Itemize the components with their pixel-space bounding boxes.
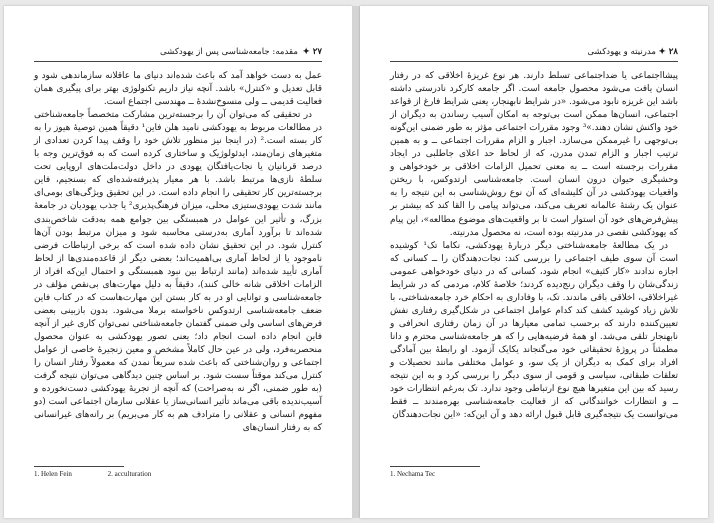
book-gutter bbox=[352, 6, 360, 518]
running-title: مدرنیته و یهودکشی bbox=[587, 47, 656, 57]
footnote: 2. acculturation bbox=[107, 470, 152, 478]
paragraph: در یک مطالعهٔ جامعه‌شناختی دیگر دربارهٔ یهودکشی، نکاما تک¹ کوشیده است آن سوی طیف اجتماعی را بررسی کند: نجات‌دهندگان را ــ کسانی که اجازه ندادند «کار کثیف» انجام شود، کسانی که در دنیای خودخواهی عمومی زندگی‌شان را وقف دیگران رنج‌دیده کردند؛ خلاصهٔ کلام، مردمی که در شرایط غیراخلاقی، اخلاقی باقی ماندند. تک، با وفاداری به احکام خرد جامعه‌شناختی، با تلاش زیاد کوشید کشف کند کدام عوامل اجتماعی در شکل‌گیری رفتاری نفش تعیین‌کننده دارند که برحسب تمامی معیارها در آن زمان رفتاری انحرافی و نابهنجار تلقی می‌شد. او همهٔ فرضیه‌هایی را که هر جامعه‌شناسی محترم و دانا مطمئناً در پروژهٔ تحقیقاتی خود می‌گنجاند یکایک آزمود. او رابطهٔ بین آمادگی افراد برای کمک به دیگران از یک سو، و عوامل مختلفی مانند تحصیلات و تعلقات طبقاتی، سیاسی و قومی از سوی دیگر را بررسی کرد و به این نتیجه رسید که بین این متغیرها هیچ نوع ارتباطی وجود ندارد. تک به‌رغم انتظارات خود ــ و انتظارات خوانندگانی که از فعالیت جامعه‌شناسی بهره‌مندند ــ فقط می‌توانست یک نتیجه‌گیری قابل قبول ارائه دهد و آن این‌که: «این نجات‌دهندگان bbox=[390, 240, 678, 421]
body-text bbox=[34, 70, 322, 435]
footnote-rule bbox=[390, 466, 480, 467]
footnote-rule bbox=[34, 466, 124, 467]
page-number: ۲۷ ✦ bbox=[302, 47, 322, 57]
header-rule bbox=[34, 61, 322, 62]
left-page bbox=[4, 6, 352, 518]
body-text bbox=[390, 70, 678, 422]
footnotes bbox=[390, 469, 678, 479]
paragraph: پیشااجتماعی یا ضداجتماعی تسلط دارند. هر نوع غریزهٔ اخلاقی که در رفتار انسان یافت می‌شود محصول جامعه است. اگر جامعه کارکرد نادرستی داشته باشد این غریزه نابود می‌شود. «در شرایط نابهنجار، یعنی شرایط فارغ از قواعد اجتماعی، انسان‌ها ممکن است بی‌توجه به امکان آسیب رساندن به دیگران از خود واکنش نشان دهند.»³ وجود مقررات اجتماعی مؤثر به طور ضمنی این‌گونه بی‌توجهی را غیرممکن می‌سازد. اجبار و الزام مقررات اجتماعی ــ و به همین ترتیب اجبار و الزام تمدن مدرن، که از لحاظ حد اعلای جاطلبی در ایجاد مقررات برجسته است ــ به معنی تحمیل الزامات اخلاقی بر خودخواهی و وحشیگری حیوان درون انسان است. جامعه‌شناسی ارتدوکس، با ریختن واقعیات یهودکشی در آن کلیشه‌ای که آن نوع روش‌شناسی به این نتیجه را به عنوان یک رشتهٔ عالمانه تعریف می‌کند، می‌تواند پیامی را القا کند که بیشتر بر پیش‌فرض‌های خود آن استوار است تا بر واقعیت‌های موضوع مطالعه»، این پیام که یهودکشی نقصی در مدرنیته بوده است، نه محصول مدرنیته. bbox=[390, 71, 678, 238]
footnote: 1. Helen Fein bbox=[34, 470, 72, 478]
header-rule bbox=[390, 61, 678, 62]
running-title: مقدمه: جامعه‌شناسی پس از یهودکشی bbox=[160, 47, 298, 57]
paragraph: در تحقیقی که می‌توان آن را برجسته‌ترین مشارکت متخصصاً جامعه‌شناختی در مطالعات مربوط به یهودکشی نامید هلن فاین¹ دقیقاً همین توصیهٔ هیوز را به کار بسته است.² (در اینجا نیز منظور تلاش خود را وقف پیدا کردن تعدادی از متغیرهای زمان‌مند، ایدئولوژیک و ساختاری کرده است که به فوق‌ترین وجه با درصد قربانیان یا نجات‌یافتگان یهودی در داخل دولت‌ملت‌های اروپایی تحت سلطهٔ نازی‌ها مرتبط باشد. با هر معیار پذیرفته‌شده‌ای که بسنجیم، فاین برجسته‌ترین کار تحقیقی را انجام داده است. در این تحقیق ویژگی‌های بومی‌ای مانند شدت یهودی‌ستیزی محلی، میزان فرهنگ‌پذیری² یا جذب یهودیان در جامعهٔ بزرگ، و تأثیر این عوامل در همبستگی بین جوامع همه به‌دقت شاخص‌بندی شده‌اند تا برآورد آماری به‌درستی محاسبه شود و میزان مرتبط بودن آن‌ها کنترل شود. در این تحقیق نشان داده شده است که برخی ارتباطات فرضی ناموجود یا از لحاظ آماری بی‌اهمیت‌اند؛ بعضی دیگر از قاعده‌مندی‌ها از لحاظ آماری تأیید شده‌اند (مانند ارتباط بین نبود همبستگی و احتمال این‌که افراد از الزامات اخلاقی شانه خالی کنند)، دقیقاً به دلیل مهارت‌های بی‌نقص مؤلف در جامعه‌شناسی و توانایی او در به کار بستن این مهارت‌هاست که در کتاب فاین ضعف جامعه‌شناسی ارتدوکس ناخواسته برملا می‌شود. بدون بازبینی بعضی فرض‌های اساسی ولی ضمنی گفتمان جامعه‌شناختی نمی‌توان کاری غیر از آنچه فاین انجام داده است انجام داد؛ یعنی تصور یهودکشی به عنوان محصول منحصربه‌فرد، ولی در عین حال کاملاً مشخص و معین زنجیرهٔ خاصی از عوامل اجتماعی و روان‌شناختی که باعث شده سریعاً نمدن که معمولاً رفتار انسان را کنترل می‌کند موقتاً سست شود. بر اساس چنین دیدگاهی می‌توان نتیجه گرفت (به طور ضمنی، اگر نه به‌صراحت) که آنچه از تجربهٔ یهودکشی دست‌نخورده و آسیب‌ندیده باقی می‌ماند تأثیر انسانی‌ساز یا عقلانی سازمان اجتماعی است (دو مفهوم انسانی و عقلانی را مترادف هم به کار می‌بریم) بر رانه‌های غیرانسانی که به رفتار انسان‌های bbox=[34, 110, 322, 434]
page-header bbox=[34, 45, 322, 59]
right-page bbox=[360, 6, 708, 518]
page-number: ۲۸ ✦ bbox=[658, 47, 678, 57]
paragraph: عمل به دست خواهد آمد که باعث شده‌اند دنیای ما عاقلانه سازماندهی شود و قابل تعدیل و «کنترل» باشد. آنچه نیاز داریم تکنولوژی بهتر برای پیگیری همان فعالیت قدیمی ــ ولی منسوخ‌نشدهٔ ــ مهندسی اجتماع است. bbox=[34, 71, 322, 108]
page-header bbox=[390, 45, 678, 59]
footnote: 1. Nechama Tec bbox=[390, 470, 436, 478]
footnotes bbox=[34, 469, 322, 479]
